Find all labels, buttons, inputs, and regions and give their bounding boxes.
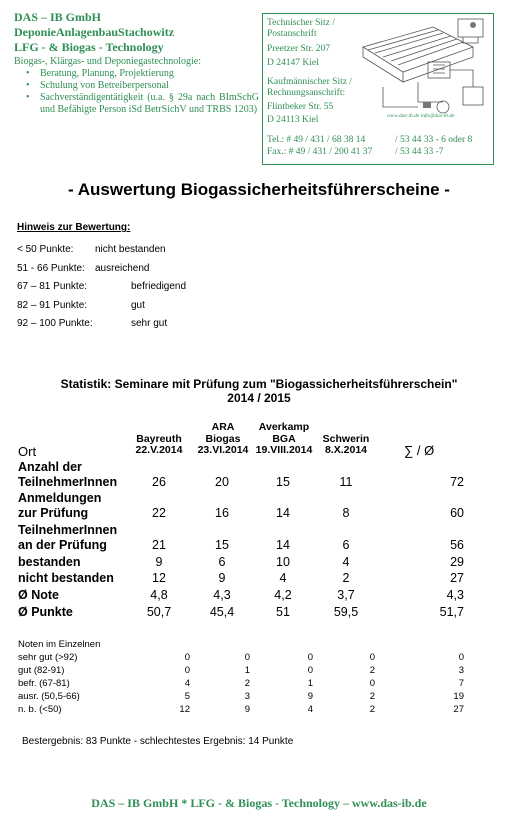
table-total: 72 bbox=[450, 475, 464, 489]
table-cell: 15 bbox=[276, 475, 290, 489]
table-cell: 12 bbox=[152, 571, 166, 585]
column-header-name: ARA bbox=[211, 421, 235, 433]
company-header bbox=[14, 10, 259, 116]
column-header-name: Averkamp bbox=[258, 421, 310, 433]
fax-number: Fax.: # 49 / 431 / 200 41 37 bbox=[267, 147, 373, 157]
tech-seat-line: D 24147 Kiel bbox=[267, 58, 319, 68]
table-cell: 9 bbox=[155, 555, 163, 569]
tech-seat-line: Postanschrift bbox=[267, 29, 317, 39]
table-cell: 11 bbox=[339, 475, 353, 489]
column-header-name: Schwerin bbox=[322, 433, 370, 445]
phone-number: Tel.: # 49 / 431 / 68 38 14 bbox=[267, 135, 366, 145]
column-header-name: Biogas bbox=[205, 433, 241, 445]
table-cell: 10 bbox=[276, 555, 290, 569]
table-cell: 14 bbox=[276, 506, 290, 520]
column-header-date: 22.V.2014 bbox=[135, 444, 183, 456]
row-label: Ø Punkte bbox=[18, 605, 73, 619]
fax-extension: / 53 44 33 -7 bbox=[395, 147, 444, 157]
hint-range: 92 – 100 Punkte: bbox=[17, 318, 93, 329]
grade-cell: 1 bbox=[244, 665, 250, 676]
commercial-seat-line: Flintbeker Str. 55 bbox=[267, 102, 334, 112]
hint-range: 51 - 66 Punkte: bbox=[17, 263, 85, 274]
row-label: TeilnehmerInnen bbox=[18, 523, 118, 537]
grade-cell: 0 bbox=[244, 652, 250, 663]
table-cell: 26 bbox=[152, 475, 166, 489]
table-total: 4,3 bbox=[446, 588, 464, 602]
hint-label: gut bbox=[131, 300, 145, 311]
grade-cell: 0 bbox=[369, 652, 375, 663]
table-cell: 59,5 bbox=[333, 605, 359, 619]
phone-extension: / 53 44 33 - 6 oder 8 bbox=[395, 135, 473, 145]
footer: DAS – IB GmbH * LFG - & Biogas - Technology – www.das-ib.de bbox=[91, 796, 427, 810]
column-header-date: 19.VIII.2014 bbox=[255, 444, 313, 456]
grade-total: 19 bbox=[453, 691, 464, 702]
service-item: • Sachverständigentätigkeit (u.a. § 29a nach BImSchG und Befähigte Person iSd BetrSichV und TRBS 1203) bbox=[40, 92, 259, 116]
grade-cell: 4 bbox=[184, 678, 190, 689]
hint-range: 67 – 81 Punkte: bbox=[17, 281, 88, 292]
tech-seat-line: Preetzer Str. 207 bbox=[267, 44, 331, 54]
column-header-date: 8.X.2014 bbox=[324, 444, 368, 456]
sum-avg-label: ∑ / Ø bbox=[404, 443, 435, 458]
statistics-title: Statistik: Seminare mit Prüfung zum "Biogassicherheitsführerschein" bbox=[60, 377, 458, 391]
table-cell: 6 bbox=[218, 555, 226, 569]
column-header-date: 23.VI.2014 bbox=[197, 444, 249, 456]
grade-cell: 12 bbox=[179, 704, 190, 715]
ort-label: Ort bbox=[18, 444, 37, 459]
table-cell: 45,4 bbox=[209, 605, 235, 619]
grade-total: 27 bbox=[453, 704, 464, 715]
table-cell: 2 bbox=[342, 571, 350, 585]
row-label: an der Prüfung bbox=[18, 538, 107, 552]
table-cell: 4 bbox=[342, 555, 350, 569]
table-cell: 51 bbox=[276, 605, 290, 619]
row-label: nicht bestanden bbox=[18, 571, 114, 585]
tech-seat-line: Technischer Sitz / bbox=[267, 18, 335, 28]
company-subname: DeponieAnlagenbauStachowitz bbox=[14, 25, 175, 39]
hint-range: 82 – 91 Punkte: bbox=[17, 300, 88, 311]
grade-cell: 0 bbox=[369, 678, 375, 689]
table-total: 29 bbox=[450, 555, 464, 569]
table-cell: 20 bbox=[215, 475, 229, 489]
grade-cell: 2 bbox=[244, 678, 250, 689]
table-total: 27 bbox=[450, 571, 464, 585]
table-cell: 8 bbox=[342, 506, 350, 520]
table-cell: 4,3 bbox=[213, 588, 231, 602]
company-tagline: LFG - & Biogas - Technology bbox=[14, 40, 164, 54]
table-cell: 14 bbox=[276, 538, 290, 552]
page-title: - Auswertung Biogassicherheitsführerscheine - bbox=[68, 180, 450, 199]
commercial-seat-line: Kaufmännischer Sitz / bbox=[267, 77, 352, 87]
grade-cell: 5 bbox=[184, 691, 190, 702]
grade-cell: 1 bbox=[307, 678, 313, 689]
table-cell: 4 bbox=[279, 571, 287, 585]
grade-cell: 0 bbox=[307, 665, 313, 676]
grade-cell: 2 bbox=[369, 704, 375, 715]
table-cell: 16 bbox=[215, 506, 229, 520]
grade-label: ausr. (50,5-66) bbox=[18, 691, 80, 702]
grade-label: n. b. (<50) bbox=[18, 704, 62, 715]
table-cell: 22 bbox=[152, 506, 166, 520]
hint-label: nicht bestanden bbox=[95, 244, 166, 255]
table-total: 51,7 bbox=[439, 605, 464, 619]
services-list bbox=[14, 68, 259, 116]
best-result: Bestergebnis: 83 Punkte - schlechtestes Ergebnis: 14 Punkte bbox=[22, 736, 294, 747]
grade-cell: 4 bbox=[307, 704, 313, 715]
commercial-seat-line: D 24113 Kiel bbox=[267, 115, 319, 125]
table-cell: 6 bbox=[342, 538, 350, 552]
grade-label: gut (82-91) bbox=[18, 665, 65, 676]
service-item: • Schulung von Betreiberpersonal bbox=[40, 80, 259, 92]
hint-label: befriedigend bbox=[131, 281, 187, 292]
grade-total: 7 bbox=[458, 678, 464, 689]
grade-cell: 0 bbox=[307, 652, 313, 663]
grade-cell: 2 bbox=[369, 691, 375, 702]
grade-cell: 0 bbox=[184, 652, 190, 663]
table-cell: 9 bbox=[218, 571, 226, 585]
commercial-seat-line: Rechnungsanschrift: bbox=[267, 88, 346, 98]
grade-cell: 2 bbox=[369, 665, 375, 676]
row-label: zur Prüfung bbox=[18, 506, 89, 520]
grade-cell: 9 bbox=[307, 691, 313, 702]
small-url: www.das-ib.de info@das-ib.de bbox=[387, 113, 455, 119]
table-cell: 21 bbox=[152, 538, 166, 552]
grades-heading: Noten im Einzelnen bbox=[18, 639, 101, 650]
hint-label: sehr gut bbox=[131, 318, 168, 329]
grade-total: 3 bbox=[458, 665, 464, 676]
grade-label: sehr gut (>92) bbox=[18, 652, 78, 663]
row-label: TeilnehmerInnen bbox=[18, 475, 118, 489]
grade-label: befr. (67-81) bbox=[18, 678, 70, 689]
service-item: • Beratung, Planung, Projektierung bbox=[40, 68, 259, 80]
table-cell: 4,2 bbox=[274, 588, 292, 602]
table-total: 60 bbox=[450, 506, 464, 520]
hint-heading: Hinweis zur Bewertung: bbox=[17, 222, 131, 233]
row-label: Ø Note bbox=[18, 588, 59, 602]
row-label: Anmeldungen bbox=[18, 491, 102, 505]
statistics-years: 2014 / 2015 bbox=[227, 391, 291, 405]
company-name: DAS – IB GmbH bbox=[14, 10, 102, 24]
grade-cell: 9 bbox=[244, 704, 250, 715]
grade-total: 0 bbox=[458, 652, 464, 663]
row-label: Anzahl der bbox=[18, 460, 82, 474]
table-cell: 15 bbox=[215, 538, 229, 552]
column-header-name: Bayreuth bbox=[136, 433, 182, 445]
row-label: bestanden bbox=[18, 555, 81, 569]
grade-cell: 0 bbox=[184, 665, 190, 676]
table-cell: 4,8 bbox=[150, 588, 168, 602]
column-header-name: BGA bbox=[272, 433, 296, 445]
table-cell: 50,7 bbox=[146, 605, 172, 619]
grade-cell: 3 bbox=[244, 691, 250, 702]
hint-label: ausreichend bbox=[95, 263, 150, 274]
hint-range: < 50 Punkte: bbox=[17, 244, 74, 255]
table-cell: 3,7 bbox=[337, 588, 355, 602]
table-total: 56 bbox=[450, 538, 464, 552]
contact-box bbox=[262, 13, 494, 165]
services-intro: Biogas-, Klärgas- und Deponiegastechnologie: bbox=[14, 56, 201, 67]
